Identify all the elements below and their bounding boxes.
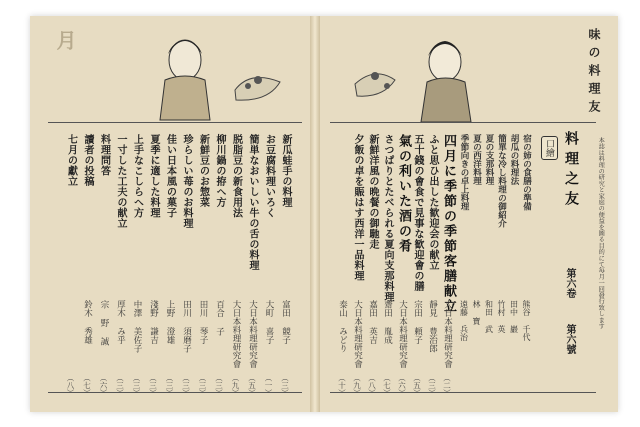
book-spine [310,16,320,412]
article-page: （三） [165,374,174,397]
article-title: 讀者の投稿 [82,134,93,187]
article-author: 大町 喜子 [264,300,274,344]
frontispiece-author: 林 寶 [472,300,481,325]
article-page: （九） [231,374,240,397]
feature-page: （二） [442,374,452,397]
article-author: 百合 子 [214,300,225,336]
left-header-rule [48,122,302,123]
article-page: （七） [82,374,92,397]
article-author: 上野 澄雄 [165,300,175,344]
feature-page: （九） [352,374,362,397]
article-page: （三） [148,374,158,397]
frontispiece-author: 田中 巖 [509,300,519,333]
feature-title: さつぱりとたべられる夏向支那料理 [382,134,393,302]
article-page: （三） [132,374,141,397]
article-author: 中澤 美佐子 [132,300,142,353]
woman-illustration-right [335,24,505,122]
article-title: 七月の獻立 [65,134,77,187]
woman-illustration-left [140,20,300,120]
frontispiece-item: 季節向きの卓上料理 [459,134,469,211]
frontispiece-label: 口繪 [541,136,558,160]
feature-author: 泰山 みどり [337,300,348,353]
frontispiece-author: 遠藤 兵治 [459,300,469,341]
feature-author: 大日本料理研究會 [442,300,453,368]
frontispiece-author: 竹村 英 [497,300,506,333]
feature-author: 齋田 胤成 [382,300,393,344]
article-page: （三） [181,374,191,397]
article-title: 一寸した工夫の献立 [115,134,126,229]
feature-author: 大日本料理研究會 [352,300,363,368]
magazine-title: 料理之友 [563,131,579,211]
feature-title: 五十錢の會食で見事な歓迎會の膳 [412,134,423,292]
article-page: （六） [99,374,108,397]
article-title: 柳川鍋の拵へ方 [214,134,225,208]
feature-page: （十） [337,374,347,397]
article-author: 鈴木 秀雄 [82,300,93,344]
frontispiece-item: 宿の姉の食膳の準備 [521,134,532,211]
article-page: （一） [264,374,273,397]
article-page: （三） [280,374,290,397]
issue-label: 第六號 [564,324,575,354]
frontispiece-item: 夏の西洋料理 [471,134,482,185]
feature-page: （七） [382,374,392,397]
article-title: 新瓜蛙手の料理 [280,134,291,208]
article-title: 新鮮豆のお惣菜 [197,134,209,208]
feature-title: 新鮮洋風の晩餐の御馳走 [367,134,378,250]
article-author: 富田 競子 [280,300,291,344]
article-page: （三） [214,374,224,397]
feature-page: （三） [427,374,437,397]
article-title: 佳い日本風の菓子 [164,134,176,218]
article-title: お豆腐料理いろく [263,134,275,218]
masthead-title: 味の料理友 [587,28,601,118]
feature-author: 宗田 頼子 [412,300,423,344]
article-page: （五） [247,374,257,397]
volume-label: 第六卷 [564,268,575,298]
article-title: 上手なこしらへ方 [131,134,143,218]
left-masthead-ghost: 月 [53,30,77,50]
publisher-notice: 本誌は料理の研究と家庭の便益を圖る目的にて毎月一回發行致します [597,137,605,330]
article-author: 田川 須磨子 [181,300,192,353]
feature-title: ふと思ひ出した歓迎会の献立 [427,134,438,271]
feature-title: 四月に季節の季節客膳献立 [441,134,456,314]
article-page: （八） [66,374,75,397]
article-author: 大日本料理研究會 [247,300,258,368]
article-title: 料理問答 [98,134,110,176]
feature-page: （五） [412,374,422,397]
article-author: 厚木 み乎 [115,300,126,344]
frontispiece-item: 胡瓜の料理法 [509,134,519,185]
article-title: 夏季に適した料理 [148,134,159,218]
feature-author: 靜見 豊治郎 [427,300,438,353]
feature-title: 夕飯の卓を賑はす西洋一品料理 [352,134,363,281]
frontispiece-item: 夏の支那料理 [484,134,494,185]
article-title: 簡単なおいしい牛の舌の料理 [247,134,258,271]
feature-page: （八） [367,374,377,397]
article-page: （三） [198,374,207,397]
frontispiece-author: 熊谷 千代 [522,300,531,341]
feature-author: 大日本料理研究會 [397,300,408,368]
article-title: 珍らしい苺のお料理 [181,134,192,229]
article-author: 淺野 謙吉 [148,300,159,344]
feature-author: 嘉田 英吉 [367,300,378,344]
frontispiece-item: 簡單な冷し料理の御紹介 [496,134,507,228]
article-page: （三） [115,374,125,397]
article-author: 大日本料理研究會 [231,300,241,368]
article-title: 脱脂豆の新食用法 [230,134,242,218]
feature-page: （六） [397,374,407,397]
right-header-rule [330,122,596,123]
article-author: 宗 野 誠 [99,300,109,346]
article-author: 田川 琴子 [198,300,208,344]
feature-title: 氣の利いた酒の肴 [396,134,411,254]
frontispiece-author: 和田 武 [484,300,494,333]
